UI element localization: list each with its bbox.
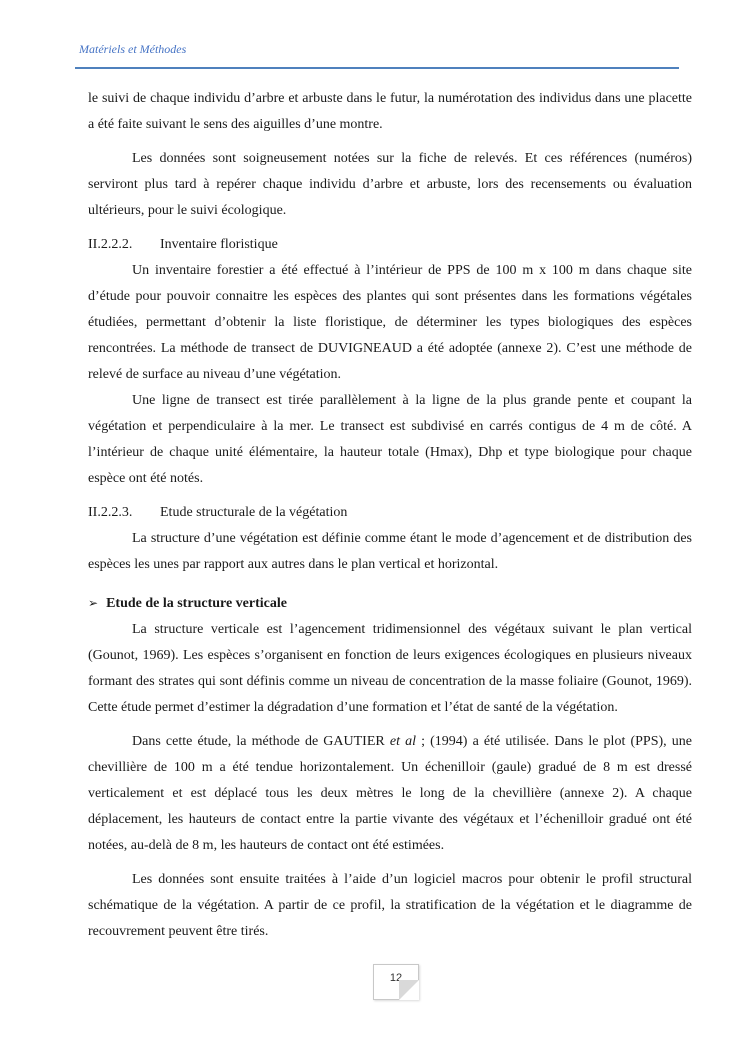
et-al-italic: et al <box>389 734 416 749</box>
paragraph-1: le suivi de chaque individu d’arbre et arbuste dans le futur, la numérotation des individus dans une placette a été faite suivant le sens des aiguilles d’une montre. <box>88 91 692 132</box>
paragraph-7-text: Dans cette étude, la méthode de GAUTIER <box>132 734 390 749</box>
paragraph-3: Un inventaire forestier a été effectué à l’intérieur de PPS de 100 m x 100 m dans chaque site d’étude pour pouvoir connaitre les espèces des plantes qui sont présentes dans les formations végétales étudiées, permettant d’obtenir la liste floristique, de déterminer les types biologiques des espèces rencontrées. La méthode de transect de DUVIGNEAUD a été adoptée (annexe 2). C’est une méthode de relevé de surface au niveau d’une végétation. <box>88 263 692 382</box>
bullet-title: Etude de la structure verticale <box>106 596 287 611</box>
section-title: Inventaire floristique <box>160 237 278 252</box>
paragraph-6: La structure verticale est l’agencement tridimensionnel des végétaux suivant le plan vertical (Gounot, 1969). Les espèces s’organisent en fonction de leurs exigences écologiques en plusieurs niveaux formant des strates qui sont définis comme un niveau de concentration de la masse foliaire (Gounot, 1969). Cette étude permet d’estimer la dégradation d’une formation et l’état de santé de la végétation. <box>88 622 692 715</box>
paragraph-7-text-cont: ; (1994) a été utilisée. Dans le plot (PPS), une chevillière de 100 m a été tendue horizontalement. Un échenilloir (gaule) gradué de 8 m est dressé verticalement et est déplacé tous les deux mètres le long de la chevillière (annexe 2). A chaque déplacement, les hauteurs de contact entre la partie vivante des végétaux et l’échenilloir gradué ont été notées, au-delà de 8 m, les hauteurs de contact ont été estimées. <box>88 734 692 853</box>
header-divider <box>75 67 679 69</box>
page-body <box>88 86 692 945</box>
section-heading-structure <box>88 500 692 526</box>
section-number: II.2.2.2. <box>88 237 133 252</box>
page-number: 12 <box>389 972 403 984</box>
paragraph-2: Les données sont soigneusement notées sur la fiche de relevés. Et ces références (numéros) serviront plus tard à repérer chaque individu d’arbre et arbuste, lors des recensements ou évaluation ultérieurs, pour le suivi écologique. <box>88 151 692 218</box>
page-curl-icon <box>399 980 419 1000</box>
section-heading-inventaire <box>88 232 692 258</box>
bullet-heading-structure-verticale <box>88 590 692 617</box>
paragraph-5: La structure d’une végétation est définie comme étant le mode d’agencement et de distribution des espèces les unes par rapport aux autres dans le plan vertical et horizontal. <box>88 531 692 572</box>
arrow-bullet-icon: ➢ <box>88 596 99 610</box>
page-number-box <box>373 964 419 1000</box>
running-header: Matériels et Méthodes <box>79 42 187 56</box>
paragraph-4: Une ligne de transect est tirée parallèlement à la ligne de la plus grande pente et coupant la végétation et perpendiculaire à la mer. Le transect est subdivisé en carrés contigus de 4 m de côté. A l’intérieur de chaque unité élémentaire, la hauteur totale (Hmax), Dhp et type biologique pour chaque espèce ont été notés. <box>88 393 692 486</box>
section-number: II.2.2.3. <box>88 505 133 520</box>
paragraph-8: Les données sont ensuite traitées à l’aide d’un logiciel macros pour obtenir le profil structural schématique de la végétation. A partir de ce profil, la stratification de la végétation et le diagramme de recouvrement peuvent être tirés. <box>88 872 692 939</box>
section-title: Etude structurale de la végétation <box>160 505 348 520</box>
paragraph-7 <box>88 729 692 859</box>
